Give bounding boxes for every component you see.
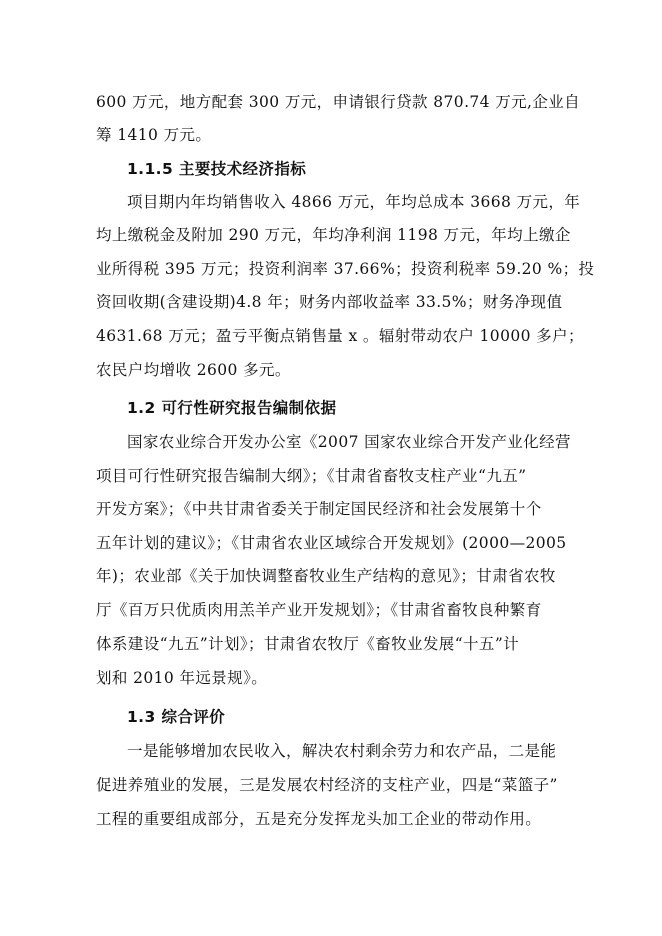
- text-line: 资回收期(含建设期)4.8 年；财务内部收益率 33.5%；财务净现值: [96, 293, 563, 311]
- text-line: 开发方案》；《中共甘肃省委关于制定国民经济和社会发展第十个: [96, 500, 542, 518]
- section-heading-1-3: 1.3 综合评价: [127, 708, 226, 726]
- text-line: 国家农业综合开发办公室《2007 国家农业综合开发产业化经营: [127, 433, 571, 451]
- text-line: 项目可行性研究报告编制大纲》；《甘肃省畜牧支柱产业“九五”: [96, 467, 527, 485]
- text-line: 筹 1410 万元。: [96, 126, 212, 144]
- text-line: 工程的重要组成部分，五是充分发挥龙头加工企业的带动作用。: [96, 810, 542, 828]
- text-line: 划和 2010 年远景规》。: [96, 669, 268, 687]
- text-line: 4631.68 万元；盈亏平衡点销售量 x 。辐射带动农户 10000 多户；: [96, 327, 584, 345]
- text-line: 促进养殖业的发展，三是发展农村经济的支柱产业，四是“菜篮子”: [96, 776, 558, 794]
- text-line: 一是能够增加农民收入，解决农村剩余劳力和农产品，二是能: [127, 742, 557, 760]
- text-line: 厅《百万只优质肉用羔羊产业开发规划》；《甘肃省畜牧良种繁育: [96, 601, 542, 619]
- text-line: 项目期内年均销售收入 4866 万元，年均总成本 3668 万元，年: [127, 193, 581, 211]
- section-heading-1-2: 1.2 可行性研究报告编制依据: [127, 399, 337, 417]
- section-heading-1-1-5: 1.1.5 主要技术经济指标: [127, 160, 307, 178]
- text-line: 年)；农业部《关于加快调整畜牧业生产结构的意见》；甘肃省农牧: [96, 567, 556, 585]
- text-line: 农民户均增收 2600 多元。: [96, 361, 291, 379]
- text-line: 业所得税 395 万元；投资利润率 37.66%；投资利税率 59.20 %；投: [96, 260, 595, 278]
- text-line: 体系建设“九五”计划》；甘肃省农牧厅《畜牧业发展“十五”计: [96, 635, 520, 653]
- text-line: 均上缴税金及附加 290 万元，年均净利润 1198 万元，年均上缴企: [96, 226, 571, 244]
- text-line: 600 万元，地方配套 300 万元，申请银行贷款 870.74 万元,企业自: [96, 93, 581, 111]
- text-line: 五年计划的建议》；《甘肃省农业区域综合开发规划》(2000—2005: [96, 534, 567, 552]
